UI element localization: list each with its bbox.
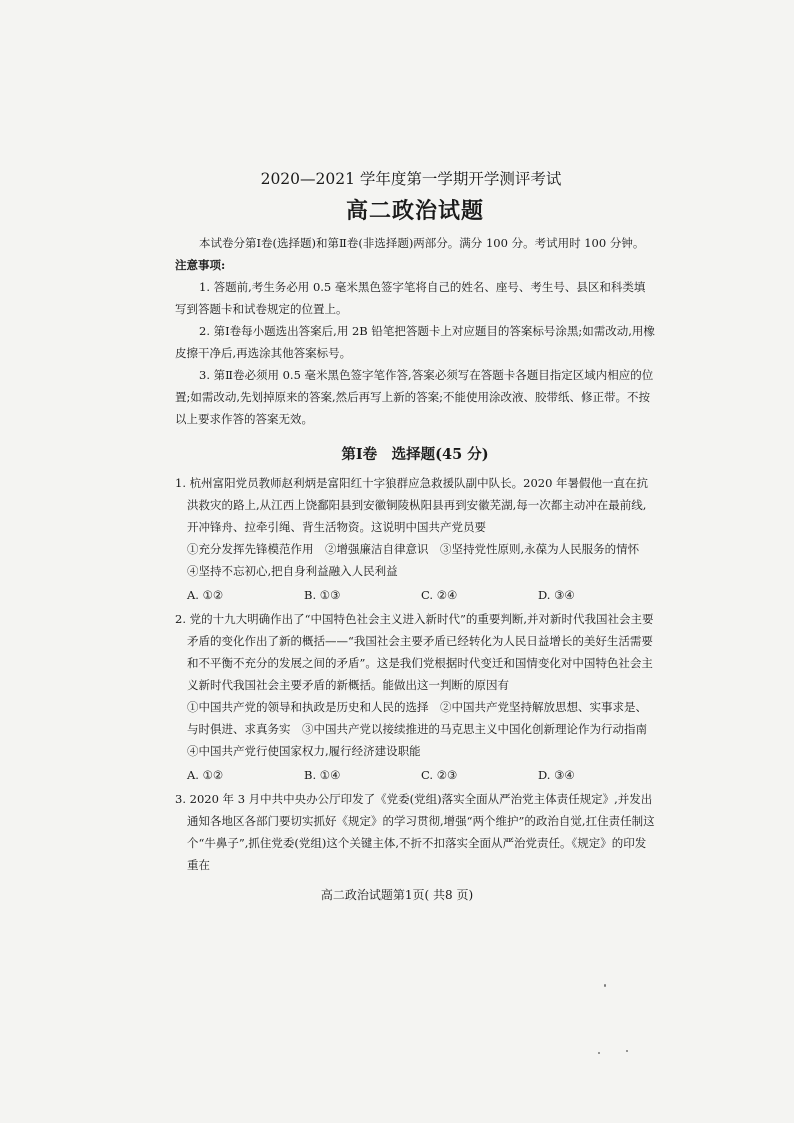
answer-choices [175,764,655,786]
exam-header: 2020—2021 学年度第一学期开学测评考试 [260,170,562,188]
choice-a: A. ①② [187,768,224,782]
choice-d: D. ③④ [538,588,575,602]
answer-choices [175,584,655,606]
choice-c: C. ②④ [421,588,458,602]
page-footer: 高二政治试题第1页( 共8 页) [320,888,474,902]
question-options-line: ①中国共产党的领导和执政是历史和人民的选择 ②中国共产党坚持解放思想、实事求是、与时俱进、求真务实 ③中国共产党以接续推进的马克思主义中国化创新理论作为行动指南 [187,700,647,736]
scan-speck [604,984,606,987]
section-title: 第Ⅰ卷 选择题(45 分) [341,446,489,463]
choice-d: D. ③④ [538,768,575,782]
question-options-line: ④坚持不忘初心,把自身利益融入人民利益 [187,564,398,578]
choice-c: C. ②③ [421,768,458,782]
choice-b: B. ①④ [304,768,341,782]
question-stem: 1. 杭州富阳党员教师赵利炳是富阳红十字狼群应急救援队副中队长。2020 年暑假他一直在抗洪救灾的路上,从江西上饶鄱阳县到安徽铜陵枞阳县再到安徽芜湖,每一次都主动冲在最前线,开冲锋舟、拉牵引绳、背生活物资。这说明中国共产党员要 [175,476,649,534]
choice-b: B. ①③ [304,588,341,602]
exam-title: 高二政治试题 [345,198,484,224]
question-2 [175,608,655,786]
question-3 [175,788,655,876]
question-options-line: ①充分发挥先锋模范作用 ②增强廉洁自律意识 ③坚持党性原则,永葆为人民服务的情怀 [187,542,640,556]
scan-speck [598,1052,600,1054]
notice-2: 2. 第Ⅰ卷每小题选出答案后,用 2B 铅笔把答题卡上对应题目的答案标号涂黑;如需改动,用橡皮擦干净后,再选涂其他答案标号。 [175,324,655,360]
exam-intro: 本试卷分第Ⅰ卷(选择题)和第Ⅱ卷(非选择题)两部分。满分 100 分。考试用时 100 分钟。 [199,236,645,250]
choice-a: A. ①② [187,588,224,602]
question-options-line: ④中国共产党行使国家权力,履行经济建设职能 [187,744,421,758]
notice-1: 1. 答题前,考生务必用 0.5 毫米黑色签字笔将自己的姓名、座号、考生号、县区和科类填写到答题卡和试卷规定的位置上。 [175,280,646,316]
question-stem: 2. 党的十九大明确作出了“中国特色社会主义进入新时代”的重要判断,并对新时代我国社会主要矛盾的变化作出了新的概括——“我国社会主要矛盾已经转化为人民日益增长的美好生活需要和不平衡不充分的发展之间的矛盾”。这是我们党根据时代变迁和国情变化对中国特色社会主义新时代我国社会主要矛盾的新概括。能做出这一判断的原因有 [175,612,654,692]
question-1 [175,472,655,606]
scan-speck [626,1050,628,1052]
question-stem: 3. 2020 年 3 月中共中央办公厅印发了《党委(党组)落实全面从严治党主体责任规定》,并发出通知各地区各部门要切实抓好《规定》的学习贯彻,增强“两个维护”的政治自觉,扛住责任制这个“牛鼻子”,抓住党委(党组)这个关键主体,不折不扣落实全面从严治党责任。《规定》的印发重在 [175,792,655,872]
notice-label: 注意事项: [175,258,226,272]
notice-3: 3. 第Ⅱ卷必须用 0.5 毫米黑色签字笔作答,答案必须写在答题卡各题目指定区域内相应的位置;如需改动,先划掉原来的答案,然后再写上新的答案;不能使用涂改液、胶带纸、修正带。不按以上要求作答的答案无效。 [175,368,654,426]
exam-content [175,168,655,876]
